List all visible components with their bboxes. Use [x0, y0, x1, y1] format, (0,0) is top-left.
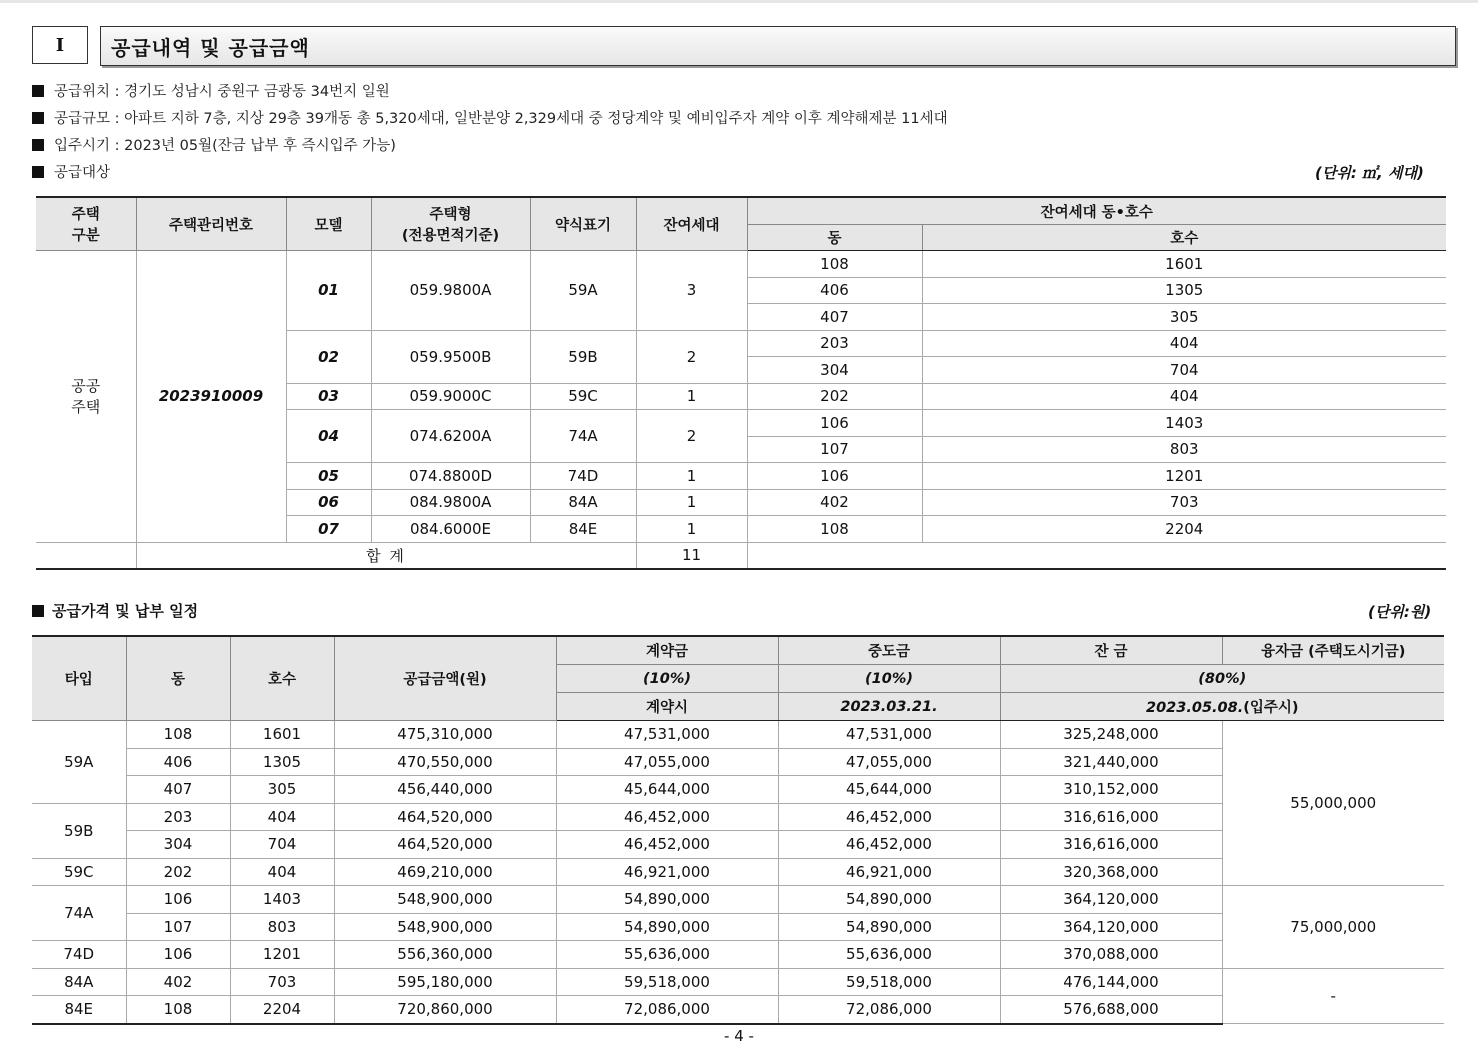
contract-cell: 72,086,000	[556, 996, 778, 1024]
ho-cell: 1201	[922, 463, 1446, 490]
dong-cell: 402	[747, 489, 922, 516]
middle-cell: 54,890,000	[778, 886, 1000, 914]
dong-cell: 304	[747, 357, 922, 384]
balance-cell: 310,152,000	[1000, 776, 1222, 804]
contract-cell: 46,452,000	[556, 803, 778, 831]
price-heading	[32, 600, 198, 621]
type-cell: 74D	[32, 941, 126, 969]
ho-cell: 803	[230, 913, 334, 941]
model-cell: 05	[286, 463, 371, 490]
price-cell: 720,860,000	[334, 996, 556, 1024]
house-type-cell: 084.9800A	[371, 489, 530, 516]
header-remaining-units: 잔여세대 동•호수	[747, 197, 1446, 225]
ho-cell: 305	[922, 304, 1446, 331]
dong-cell: 203	[747, 330, 922, 357]
short-cell: 84A	[530, 489, 636, 516]
header-balance-pct: (80%)	[1000, 665, 1444, 693]
header-ho: 호수	[230, 636, 334, 721]
dong-cell: 406	[126, 748, 230, 776]
header-contract-pct: (10%)	[556, 665, 778, 693]
dong-cell: 402	[126, 968, 230, 996]
header-middle-pct: (10%)	[778, 665, 1000, 693]
header-price: 공급금액(원)	[334, 636, 556, 721]
dong-cell: 304	[126, 831, 230, 859]
dong-cell: 106	[747, 410, 922, 437]
ho-cell: 704	[922, 357, 1446, 384]
table-row	[36, 251, 1446, 278]
ho-cell: 404	[230, 803, 334, 831]
header-balance-when: 2023.05.08.(입주시)	[1000, 693, 1444, 721]
model-cell: 06	[286, 489, 371, 516]
house-type-cell: 059.9000C	[371, 383, 530, 410]
ho-cell: 404	[922, 383, 1446, 410]
header-mgmt-no: 주택관리번호	[136, 197, 286, 251]
dong-cell: 406	[747, 277, 922, 304]
header-middle-when: 2023.03.21.	[778, 693, 1000, 721]
contract-cell: 47,055,000	[556, 748, 778, 776]
type-cell: 84E	[32, 996, 126, 1024]
balance-cell: 576,688,000	[1000, 996, 1222, 1024]
type-cell: 59B	[32, 803, 126, 858]
balance-cell: 320,368,000	[1000, 858, 1222, 886]
middle-cell: 47,531,000	[778, 721, 1000, 749]
count-cell: 1	[636, 516, 747, 543]
header-middle: 중도금	[778, 636, 1000, 665]
section-number: I	[32, 26, 88, 64]
model-cell: 01	[286, 251, 371, 331]
middle-cell: 46,452,000	[778, 803, 1000, 831]
top-border-line	[0, 0, 1478, 3]
dong-cell: 106	[126, 941, 230, 969]
dong-cell: 202	[126, 858, 230, 886]
price-cell: 456,440,000	[334, 776, 556, 804]
house-type-cell: 059.9500B	[371, 330, 530, 383]
price-cell: 556,360,000	[334, 941, 556, 969]
bullet-square-icon	[32, 112, 44, 124]
house-type-cell: 084.6000E	[371, 516, 530, 543]
ho-cell: 1305	[922, 277, 1446, 304]
mgmt-no-cell: 2023910009	[136, 251, 286, 543]
header-type: 타입	[32, 636, 126, 721]
ho-cell: 1601	[922, 251, 1446, 278]
dong-cell: 108	[747, 251, 922, 278]
dong-cell: 108	[126, 721, 230, 749]
housing-type-cell: 공공 주택	[36, 251, 136, 543]
count-cell: 1	[636, 489, 747, 516]
header-ho: 호수	[922, 225, 1446, 251]
middle-cell: 54,890,000	[778, 913, 1000, 941]
ho-cell: 2204	[230, 996, 334, 1024]
total-blank-cell	[36, 542, 136, 569]
house-type-cell: 074.8800D	[371, 463, 530, 490]
contract-cell: 46,452,000	[556, 831, 778, 859]
unit-label-currency: (단위:원)	[1368, 603, 1432, 621]
middle-cell: 47,055,000	[778, 748, 1000, 776]
balance-cell: 476,144,000	[1000, 968, 1222, 996]
count-cell: 2	[636, 330, 747, 383]
header-house-type: 주택형 (전용면적기준)	[371, 197, 530, 251]
contract-cell: 54,890,000	[556, 886, 778, 914]
dong-cell: 108	[126, 996, 230, 1024]
count-cell: 1	[636, 463, 747, 490]
ho-cell: 704	[230, 831, 334, 859]
price-table	[32, 635, 1444, 1025]
count-cell: 2	[636, 410, 747, 463]
price-cell: 470,550,000	[334, 748, 556, 776]
bullet-square-icon	[32, 139, 44, 151]
balance-cell: 364,120,000	[1000, 913, 1222, 941]
info-target	[32, 161, 110, 182]
price-cell: 464,520,000	[334, 803, 556, 831]
info-scale-text: 공급규모 : 아파트 지하 7층, 지상 29층 39개동 총 5,320세대, 일반분양 2,329세대 중 정당계약 및 예비입주자 계약 이후 계약해제분 11세대	[54, 111, 948, 127]
model-cell: 04	[286, 410, 371, 463]
price-cell: 595,180,000	[334, 968, 556, 996]
dong-cell: 203	[126, 803, 230, 831]
balance-cell: 321,440,000	[1000, 748, 1222, 776]
house-type-cell: 074.6200A	[371, 410, 530, 463]
ho-cell: 2204	[922, 516, 1446, 543]
page-number: - 4 -	[724, 1027, 754, 1045]
header-dong: 동	[747, 225, 922, 251]
info-target-text: 공급대상	[54, 165, 111, 181]
ho-cell: 404	[922, 330, 1446, 357]
unit-label-area: (단위: ㎡, 세대)	[1315, 164, 1424, 182]
info-scale	[32, 107, 948, 128]
dong-cell: 108	[747, 516, 922, 543]
ho-cell: 703	[922, 489, 1446, 516]
contract-cell: 46,921,000	[556, 858, 778, 886]
middle-cell: 46,452,000	[778, 831, 1000, 859]
ho-cell: 1403	[922, 410, 1446, 437]
middle-cell: 59,518,000	[778, 968, 1000, 996]
short-cell: 59A	[530, 251, 636, 331]
ho-cell: 1601	[230, 721, 334, 749]
ho-cell: 1305	[230, 748, 334, 776]
ho-cell: 803	[922, 436, 1446, 463]
total-empty-cell	[747, 542, 1446, 569]
info-location	[32, 80, 390, 101]
header-contract-when: 계약시	[556, 693, 778, 721]
middle-cell: 46,921,000	[778, 858, 1000, 886]
table-row	[32, 886, 1444, 914]
dong-cell: 202	[747, 383, 922, 410]
bullet-square-icon	[32, 605, 44, 617]
type-cell: 59A	[32, 721, 126, 804]
contract-cell: 47,531,000	[556, 721, 778, 749]
short-cell: 84E	[530, 516, 636, 543]
type-cell: 74A	[32, 886, 126, 941]
count-cell: 1	[636, 383, 747, 410]
balance-cell: 316,616,000	[1000, 831, 1222, 859]
loan-cell: 75,000,000	[1222, 886, 1444, 969]
price-cell: 548,900,000	[334, 886, 556, 914]
info-move-in-text: 입주시기 : 2023년 05월(잔금 납부 후 즉시입주 가능)	[54, 138, 396, 154]
loan-cell: 55,000,000	[1222, 721, 1444, 886]
short-cell: 74A	[530, 410, 636, 463]
contract-cell: 55,636,000	[556, 941, 778, 969]
ho-cell: 404	[230, 858, 334, 886]
table-row	[32, 968, 1444, 996]
contract-cell: 45,644,000	[556, 776, 778, 804]
type-cell: 84A	[32, 968, 126, 996]
model-cell: 07	[286, 516, 371, 543]
type-cell: 59C	[32, 858, 126, 886]
header-housing-type: 주택 구분	[36, 197, 136, 251]
bullet-square-icon	[32, 166, 44, 178]
price-cell: 475,310,000	[334, 721, 556, 749]
dong-cell: 106	[747, 463, 922, 490]
ho-cell: 703	[230, 968, 334, 996]
short-cell: 59B	[530, 330, 636, 383]
middle-cell: 55,636,000	[778, 941, 1000, 969]
header-model: 모델	[286, 197, 371, 251]
header-loan: 융자금 (주택도시기금)	[1222, 636, 1444, 665]
loan-cell: -	[1222, 968, 1444, 1024]
total-count: 11	[636, 542, 747, 569]
info-location-text: 공급위치 : 경기도 성남시 중원구 금광동 34번지 일원	[54, 84, 390, 100]
header-short: 약식표기	[530, 197, 636, 251]
total-label: 합 계	[136, 542, 636, 569]
supply-table	[36, 196, 1446, 570]
short-cell: 59C	[530, 383, 636, 410]
header-remaining: 잔여세대	[636, 197, 747, 251]
balance-cell: 316,616,000	[1000, 803, 1222, 831]
total-row	[36, 542, 1446, 569]
model-cell: 03	[286, 383, 371, 410]
dong-cell: 107	[747, 436, 922, 463]
price-cell: 548,900,000	[334, 913, 556, 941]
middle-cell: 45,644,000	[778, 776, 1000, 804]
model-cell: 02	[286, 330, 371, 383]
contract-cell: 54,890,000	[556, 913, 778, 941]
count-cell: 3	[636, 251, 747, 331]
price-heading-text: 공급가격 및 납부 일정	[52, 602, 199, 620]
header-balance: 잔 금	[1000, 636, 1222, 665]
dong-cell: 407	[747, 304, 922, 331]
table-row	[32, 721, 1444, 749]
bullet-square-icon	[32, 85, 44, 97]
header-contract: 계약금	[556, 636, 778, 665]
price-cell: 469,210,000	[334, 858, 556, 886]
info-move-in	[32, 134, 396, 155]
middle-cell: 72,086,000	[778, 996, 1000, 1024]
house-type-cell: 059.9800A	[371, 251, 530, 331]
dong-cell: 107	[126, 913, 230, 941]
header-dong: 동	[126, 636, 230, 721]
contract-cell: 59,518,000	[556, 968, 778, 996]
short-cell: 74D	[530, 463, 636, 490]
dong-cell: 106	[126, 886, 230, 914]
ho-cell: 1201	[230, 941, 334, 969]
ho-cell: 305	[230, 776, 334, 804]
balance-cell: 325,248,000	[1000, 721, 1222, 749]
section-title: 공급내역 및 공급금액	[100, 26, 1456, 66]
ho-cell: 1403	[230, 886, 334, 914]
balance-cell: 370,088,000	[1000, 941, 1222, 969]
balance-cell: 364,120,000	[1000, 886, 1222, 914]
dong-cell: 407	[126, 776, 230, 804]
price-cell: 464,520,000	[334, 831, 556, 859]
